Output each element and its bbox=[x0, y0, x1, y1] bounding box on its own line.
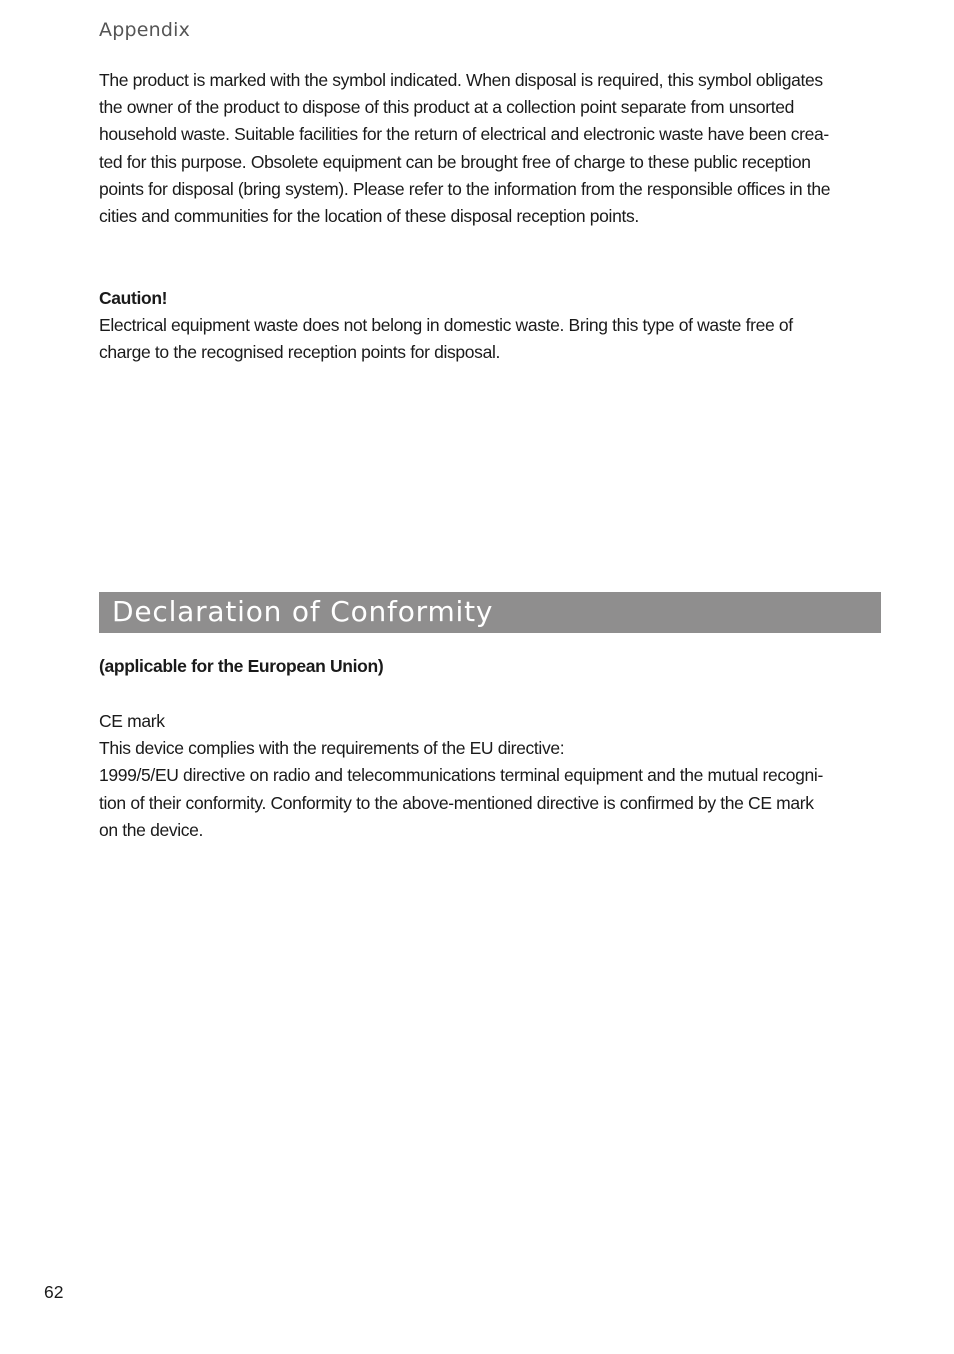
disposal-line: cities and communities for the location of these disposal reception points. bbox=[99, 206, 639, 227]
caution-paragraph bbox=[99, 312, 881, 366]
disposal-line: ted for this purpose. Obsolete equipment can be brought free of charge to these public reception bbox=[99, 151, 811, 172]
ce-line: 1999/5/EU directive on radio and telecommunications terminal equipment and the mutual recogni- bbox=[99, 765, 823, 786]
page-number: 62 bbox=[44, 1282, 64, 1302]
disposal-line: household waste. Suitable facilities for the return of electrical and electronic waste have been crea- bbox=[99, 124, 829, 145]
disposal-line: the owner of the product to dispose of this product at a collection point separate from unsorted bbox=[99, 97, 795, 118]
disposal-line: points for disposal (bring system). Please refer to the information from the responsible offices in the bbox=[99, 178, 831, 199]
disposal-line: The product is marked with the symbol indicated. When disposal is required, this symbol obligates bbox=[99, 70, 823, 90]
page-title: Declaration of Conformity bbox=[112, 595, 494, 628]
conformity-subtitle: (applicable for the European Union) bbox=[99, 656, 384, 676]
ce-line: CE mark bbox=[99, 711, 165, 731]
ce-paragraph bbox=[99, 708, 881, 844]
caution-line: charge to the recognised reception points for disposal. bbox=[99, 342, 501, 363]
ce-line: on the device. bbox=[99, 819, 204, 840]
conformity-title-bar bbox=[99, 592, 881, 633]
caution-line: Electrical equipment waste does not belong in domestic waste. Bring this type of waste free of bbox=[99, 315, 793, 335]
disposal-paragraph bbox=[99, 67, 881, 230]
ce-line: tion of their conformity. Conformity to the above-mentioned directive is confirmed by the CE mark bbox=[99, 792, 814, 813]
caution-heading: Caution! bbox=[99, 288, 168, 308]
ce-line: This device complies with the requirements of the EU directive: bbox=[99, 738, 565, 759]
section-header: Appendix bbox=[99, 19, 191, 41]
